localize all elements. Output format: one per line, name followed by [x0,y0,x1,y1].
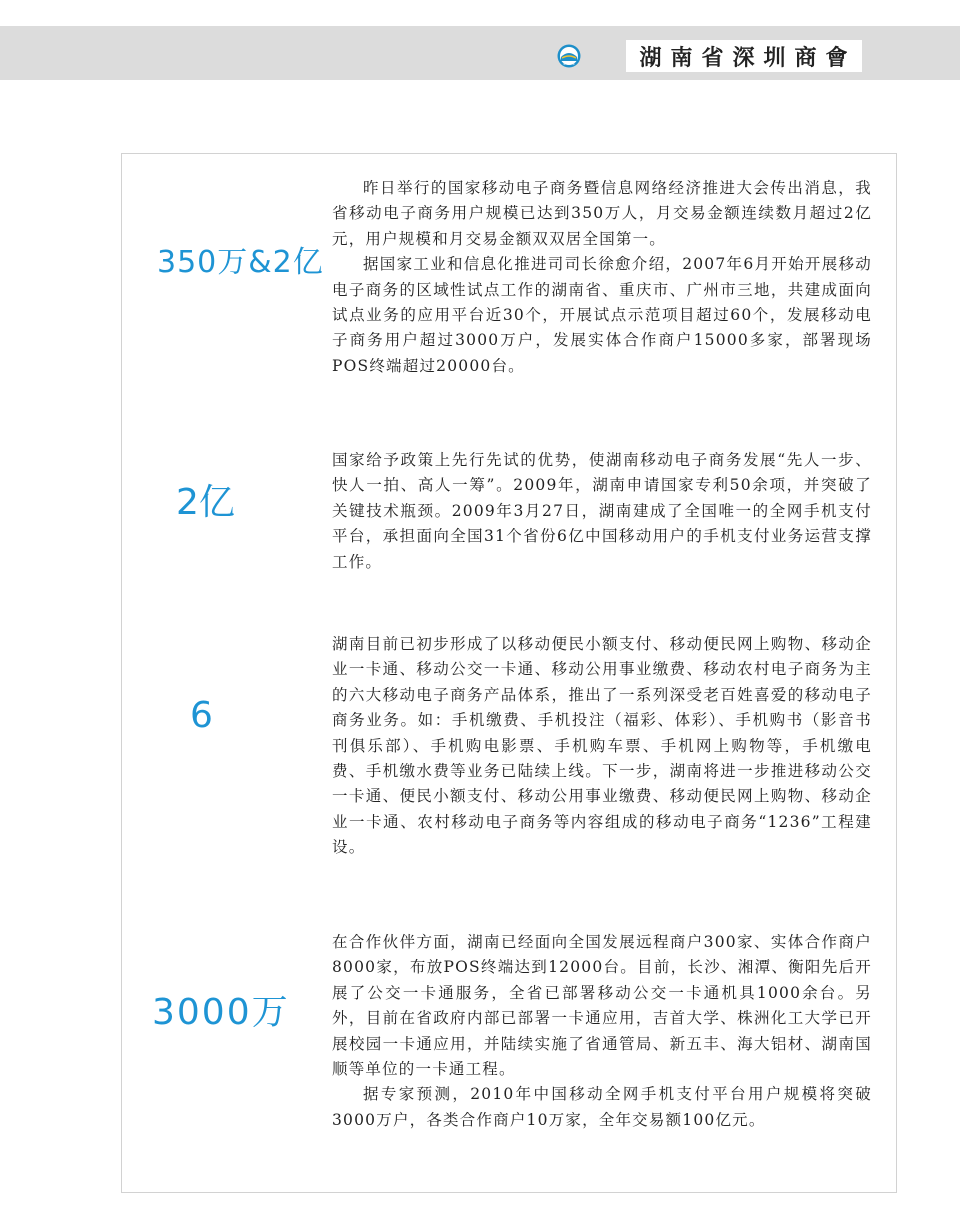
stat-label-users-and-volume: 350万&2亿 [157,245,324,280]
stat-label-mobile-users: 2亿 [176,482,235,523]
section-text-overview [332,176,872,379]
paragraph: 据专家预测，2010年中国移动全网手机支付平台用户规模将突破3000万户，各类合作商户10万家，全年交易额100亿元。 [332,1085,872,1129]
section-text-policy [332,448,872,575]
paragraph: 据国家工业和信息化推进司司长徐愈介绍，2007年6月开始开展移动电子商务的区域性试点工作的湖南省、重庆市、广州市三地，共建成面向试点业务的应用平台近30个，开展试点示范项目超过60个，发展移动电子商务用户超过3000万户，发展实体合作商户15000多家，部署现场POS终端超过20000台。 [332,255,872,375]
paragraph: 湖南目前已初步形成了以移动便民小额支付、移动便民网上购物、移动企业一卡通、移动公交一卡通、移动公用事业缴费、移动农村电子商务为主的六大移动电子商务产品体系，推出了一系列深受老百姓喜爱的移动电子商务业务。如：手机缴费、手机投注（福彩、体彩）、手机购书（影音书刊俱乐部）、手机购电影票、手机购车票、手机网上购物等，手机缴电费、手机缴水费等业务已陆续上线。下一步，湖南将进一步推进移动公交一卡通、便民小额支付、移动公用事业缴费、移动便民网上购物、移动企业一卡通、农村移动电子商务等内容组成的移动电子商务“1236”工程建设。 [332,635,872,857]
section-text-partners [332,930,872,1133]
stat-label-projected-users: 3000万 [152,992,290,1033]
chamber-title: 湖南省深圳商會 [626,40,862,72]
paragraph: 昨日举行的国家移动电子商务暨信息网络经济推进大会传出消息，我省移动电子商务用户规模已达到350万人，月交易金额连续数月超过2亿元，用户规模和月交易金额双双居全国第一。 [332,179,872,248]
paragraph: 在合作伙伴方面，湖南已经面向全国发展远程商户300家、实体合作商户8000家，布放POS终端达到12000台。目前，长沙、湘潭、衡阳先后开展了公交一卡通服务，全省已部署移动公交一卡通机具1000余台。另外，目前在省政府内部已部署一卡通应用，吉首大学、株洲化工大学已开展校园一卡通应用，并陆续实施了省通管局、新五丰、海大铝材、湖南国顺等单位的一卡通工程。 [332,933,872,1079]
stat-label-product-systems: 6 [190,695,213,736]
section-text-products [332,632,872,861]
svg-text:SZCC: SZCC [563,60,575,66]
paragraph: 国家给予政策上先行先试的优势，使湖南移动电子商务发展“先人一步、快人一拍、高人一筹”。2009年，湖南申请国家专利50余项，并突破了关键技术瓶颈。2009年3月27日，湖南建成了全国唯一的全网手机支付平台，承担面向全国31个省份6亿中国移动用户的手机支付业务运营支撑工作。 [332,451,872,571]
chamber-logo-icon [557,44,581,68]
